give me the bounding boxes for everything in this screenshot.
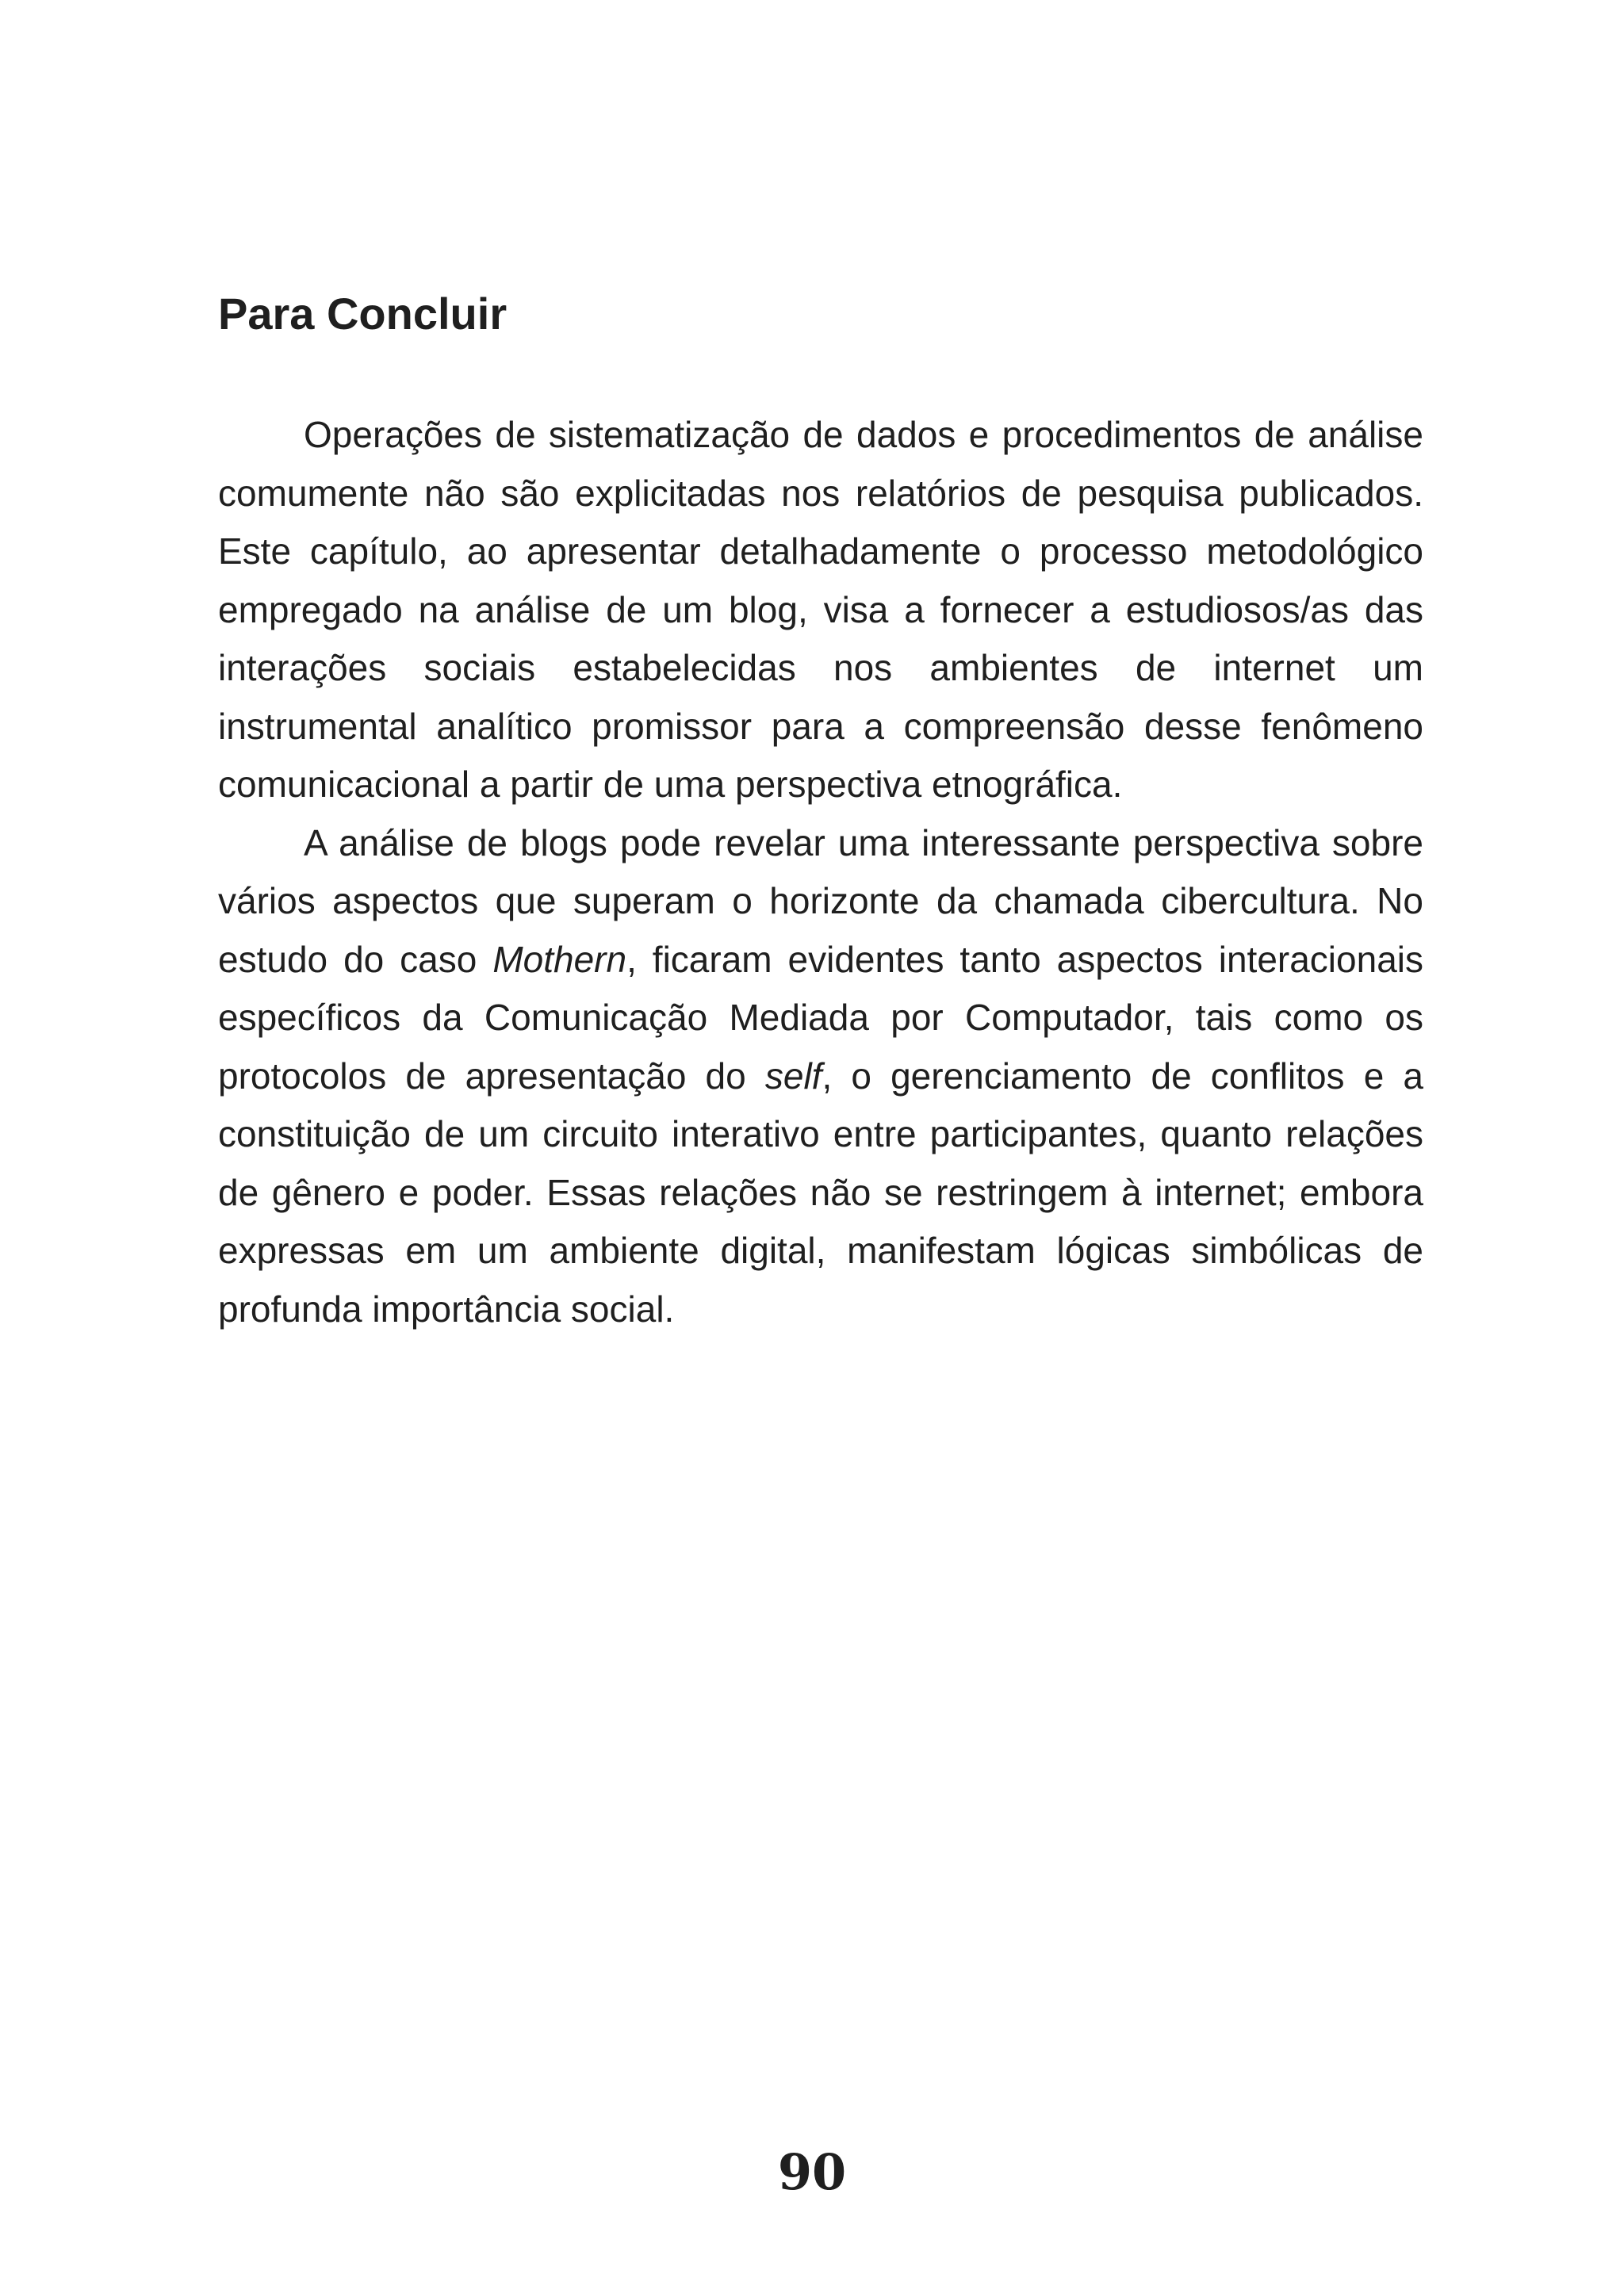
paragraph-2-text-b: , ficaram evidentes tanto aspectos interacionais específicos da Comunicação Mediada por Computador, tais como os protocolos de apresentação do — [218, 938, 1423, 1097]
italic-term-self: self — [764, 1055, 822, 1097]
paragraph-1 — [218, 406, 1423, 814]
paragraph-2-text-a: A análise de blogs pode revelar uma interessante perspectiva sobre vários aspectos que superam o horizonte da chamada cibercultura. No estudo do caso — [218, 821, 1423, 980]
paragraph-2-text-c: , o gerenciamento de conflitos e a constituição de um circuito interativo entre participantes, quanto relações de gênero e poder. Essas relações não se restringem à internet; embora expressas em um ambiente digital, manifestam lógicas simbólicas de profunda importância social. — [218, 1055, 1423, 1330]
paragraph-2 — [218, 814, 1423, 1339]
italic-term-mothern: Mothern — [492, 938, 627, 980]
body-text — [218, 406, 1423, 1338]
paragraph-1-text: Operações de sistematização de dados e procedimentos de análise comumente não são explicitadas nos relatórios de pesquisa publicados. Este capítulo, ao apresentar detalhadamente o processo metodológico empregado na análise de um blog, visa a fornecer a estudiosos/as das interações sociais estabelecidas nos ambientes de internet um instrumental analítico promissor para a compreensão desse fenômeno comunicacional a partir de uma perspectiva etnográfica. — [218, 414, 1423, 805]
section-heading: Para Concluir — [218, 289, 508, 339]
page-number: 90 — [777, 2143, 847, 2201]
